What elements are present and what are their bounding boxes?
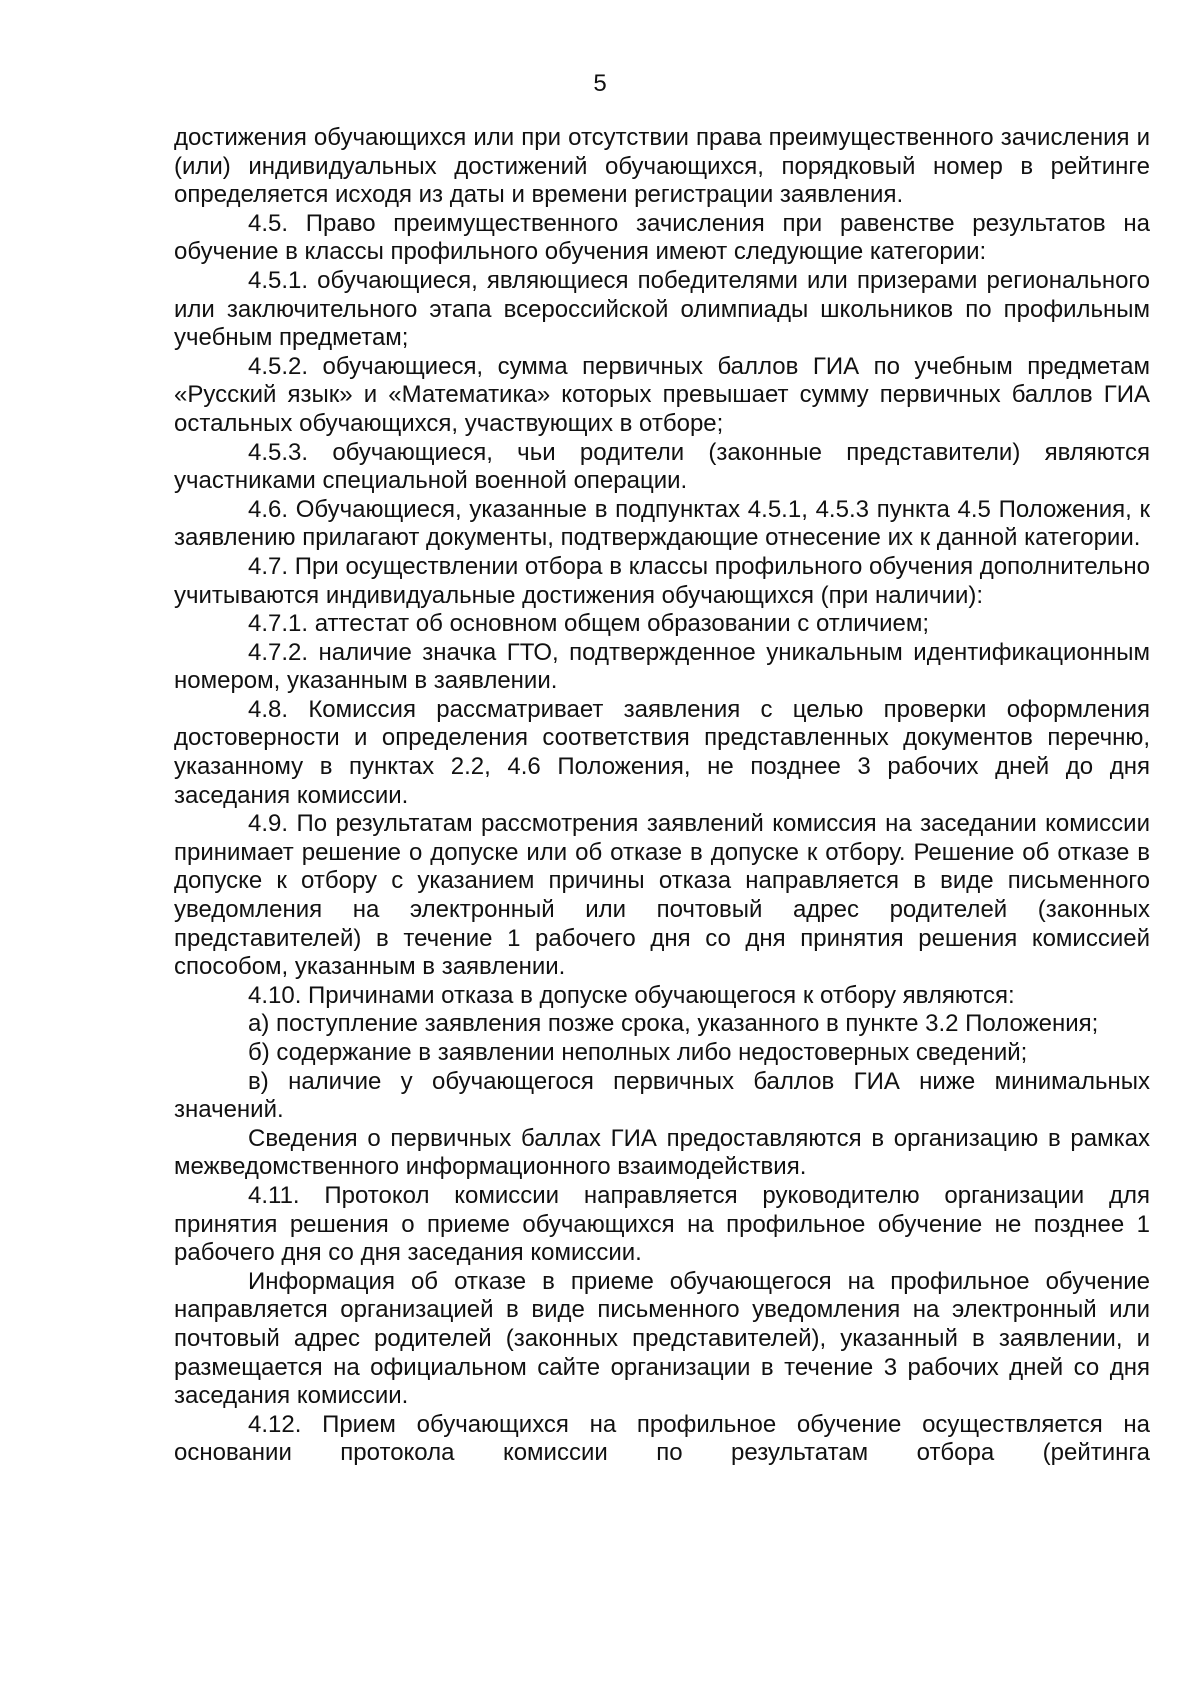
paragraph: 4.7.2. наличие значка ГТО, подтвержденное уникальным идентификационным номером, указанным в заявлении. xyxy=(174,638,1150,695)
paragraph: 4.8. Комиссия рассматривает заявления с целью проверки оформления достоверности и определения соответствия представленных документов перечню, указанному в пунктах 2.2, 4.6 Положения, не позднее 3 рабочих дней до дня заседания комиссии. xyxy=(174,695,1150,809)
paragraph: 4.10. Причинами отказа в допуске обучающегося к отбору являются: xyxy=(248,981,1015,1009)
paragraph: а) поступление заявления позже срока, указанного в пункте 3.2 Положения; xyxy=(248,1010,1099,1038)
paragraph: 4.7.1. аттестат об основном общем образовании с отличием; xyxy=(248,610,930,638)
paragraph: 4.5.3. обучающиеся, чьи родители (законные представители) являются участниками специальной военной операции. xyxy=(174,438,1150,495)
page-number: 5 xyxy=(593,70,607,97)
paragraph: 4.5. Право преимущественного зачисления при равенстве результатов на обучение в классы профильного обучения имеют следующие категории: xyxy=(174,209,1150,266)
paragraph: 4.9. По результатам рассмотрения заявлений комиссия на заседании комиссии принимает решение о допуске или об отказе в допуске к отбору. Решение об отказе в допуске к отбору с указанием причины отказа направляется в виде письменного уведомления на электронный или почтовый адрес родителей (законных представителей) в течение 1 рабочего дня со дня принятия решения комиссией способом, указанным в заявлении. xyxy=(174,810,1150,981)
paragraph: Информация об отказе в приеме обучающегося на профильное обучение направляется организацией в виде письменного уведомления на электронный или почтовый адрес родителей (законных представителей), указанный в заявлении, и размещается на официальном сайте организации в течение 3 рабочих дней со дня заседания комиссии. xyxy=(174,1267,1150,1410)
paragraph: в) наличие у обучающегося первичных баллов ГИА ниже минимальных значений. xyxy=(174,1067,1150,1124)
paragraph: 4.7. При осуществлении отбора в классы профильного обучения дополнительно учитываются индивидуальные достижения обучающихся (при наличии): xyxy=(174,552,1150,609)
paragraph: 4.5.2. обучающиеся, сумма первичных баллов ГИА по учебным предметам «Русский язык» и «Математика» которых превышает сумму первичных баллов ГИА остальных обучающихся, участвующих в отборе; xyxy=(174,352,1150,437)
paragraph: Сведения о первичных баллах ГИА предоставляются в организацию в рамках межведомственного информационного взаимодействия. xyxy=(174,1124,1150,1181)
paragraph: 4.6. Обучающиеся, указанные в подпунктах 4.5.1, 4.5.3 пункта 4.5 Положения, к заявлению прилагают документы, подтверждающие отнесение их к данной категории. xyxy=(174,495,1150,552)
paragraph: 4.12. Прием обучающихся на профильное обучение осуществляется на основании протокола комиссии по результатам отбора (рейтинга xyxy=(174,1410,1150,1467)
paragraph: 4.5.1. обучающиеся, являющиеся победителями или призерами регионального или заключительного этапа всероссийской олимпиады школьников по профильным учебным предметам; xyxy=(174,266,1150,352)
paragraph: достижения обучающихся или при отсутствии права преимущественного зачисления и (или) индивидуальных достижений обучающихся, порядковый номер в рейтинге определяется исходя из даты и времени регистрации заявления. xyxy=(174,124,1150,209)
paragraph: б) содержание в заявлении неполных либо недостоверных сведений; xyxy=(248,1039,1028,1066)
document-body xyxy=(174,124,1150,1468)
paragraph: 4.11. Протокол комиссии направляется руководителю организации для принятия решения о приеме обучающихся на профильное обучение не позднее 1 рабочего дня со дня заседания комиссии. xyxy=(174,1181,1150,1267)
